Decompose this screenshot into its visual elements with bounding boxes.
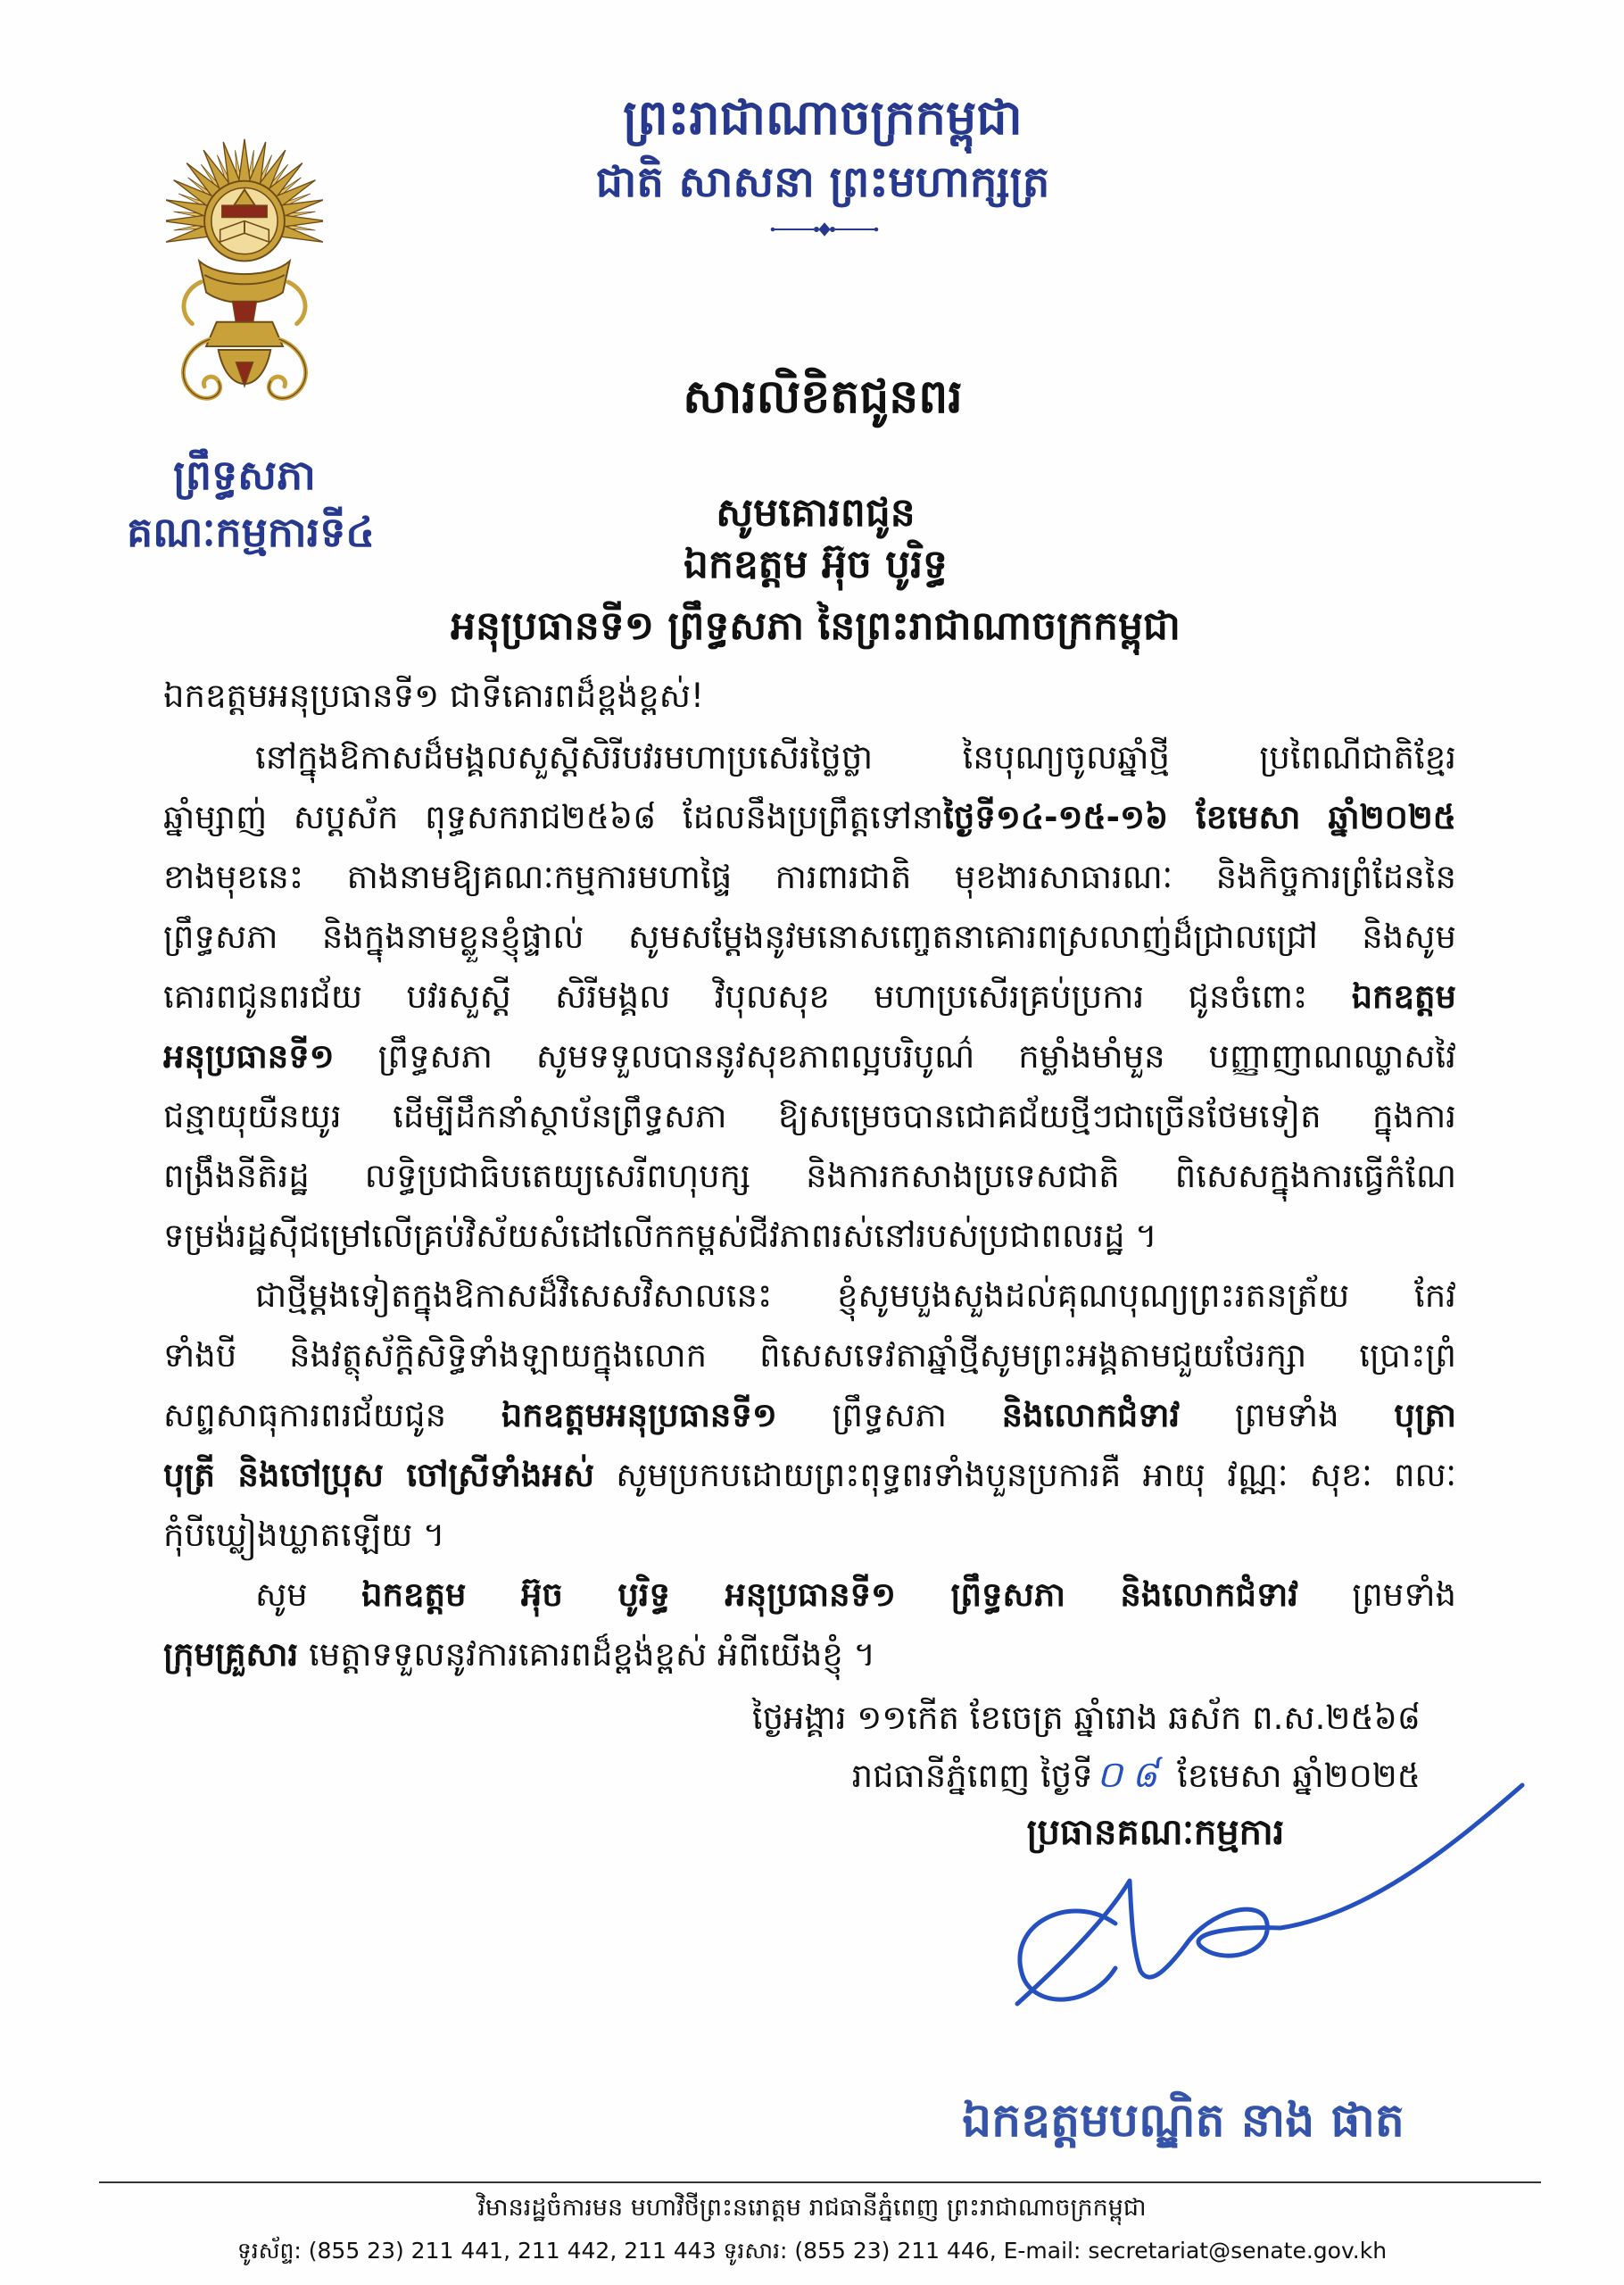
body-text: ជាថ្មីម្តងទៀតក្នុងឱកាសដ៏វិសេសវិសាលនេះ ខ្ញុំសូមបួងសួងដល់គុណបុណ្យព្រះរតនត្រ័យ កែវ (255, 1276, 1456, 1315)
body-text: មេត្តាទទួលនូវការគោរពដ៏ខ្ពង់ខ្ពស់ អំពីយើងខ្ញុំ ។ (298, 1635, 876, 1674)
body-text: កុំបីឃ្លៀងឃ្លាតឡើយ ។ (163, 1516, 445, 1554)
body-text: ជន្មាយុយឺនយូរ ដើម្បីដឹកនាំស្ថាប័នព្រឹទ្ធសភា ឱ្យសម្រេចបានជោគជ័យថ្មីៗជាច្រើនថែមទៀត ក្នុងការ (163, 1097, 1456, 1135)
footer-address: វិមានរដ្ឋចំការមន មហាវិថីព្រះនរោត្តម រាជធានីភ្នំពេញ ព្រះរាជាណាចក្រកម្ពុជា (477, 2194, 1147, 2222)
addressee-greeting: សូមគោរពជូន (716, 490, 916, 536)
ornament-divider-icon (769, 219, 880, 240)
institution-name: ព្រឹទ្ធសភា (173, 451, 316, 499)
body-line (163, 1266, 1456, 1325)
addressee-name: ឯកឧត្តម អ៊ុច បូរិទ្ធ (684, 542, 948, 587)
body-text: សព្ទសាធុការពរជ័យជូន (163, 1396, 501, 1434)
signatory-name: ឯកឧត្តមបណ្ឌិត នាង ផាត (962, 2094, 1404, 2148)
body-text: ទម្រង់រដ្ឋស៊ីជម្រៅលើគ្រប់វិស័យសំដៅលើកកម្ពស់ជីវភាពរស់នៅរបស់ប្រជាពលរដ្ឋ ។ (163, 1217, 1157, 1255)
lunar-date: ថ្ងៃអង្គារ ១១កើត ខែចេត្រ ឆ្នាំរោង ឆស័ក ព.ស.២៥៦៨ (751, 1699, 1421, 1737)
body-line (163, 1445, 1456, 1505)
body-text: ព្រឹទ្ធសភា (776, 1396, 1002, 1434)
body-text: ពង្រឹងនីតិរដ្ឋ លទ្ធិប្រជាធិបតេយ្យសេរីពហុបក្ស និងការកសាងប្រទេសជាតិ ពិសេសក្នុងការធ្វើកំណែ (163, 1157, 1456, 1195)
body-line (163, 1505, 1456, 1565)
body-paragraph (163, 1266, 1456, 1565)
emphasized-text: ក្រុមគ្រួសារ (163, 1635, 299, 1674)
commission-name: គណៈកម្មការទី៤ (127, 508, 375, 556)
handwritten-day: ០៨ (1096, 1753, 1167, 1796)
body-text: ព្រឹទ្ធសភា និងក្នុងនាមខ្លួនខ្ញុំផ្ទាល់ សូមសម្តែងនូវមនោសញ្ចេតនាគោរពស្រលាញ់ដ៏ជ្រាលជ្រៅ និងសូម (163, 918, 1456, 956)
body-line (163, 967, 1456, 1026)
body-line (163, 1026, 1456, 1086)
national-motto: ជាតិ សាសនា ព្រះមហាក្សត្រ (595, 157, 1050, 207)
body-line (163, 1565, 1456, 1624)
letter-body (163, 727, 1456, 1684)
emphasized-text: និងលោកជំទាវ (1001, 1396, 1181, 1434)
signatory-title: ប្រធានគណៈកម្មការ (1026, 1812, 1285, 1853)
body-text: សូម (255, 1575, 362, 1614)
body-text: ខាងមុខនេះ តាងនាមឱ្យគណៈកម្មការមហាផ្ទៃ ការពារជាតិ មុខងារសាធារណៈ និងកិច្ចការព្រំដែននៃ (163, 858, 1456, 896)
body-line (163, 907, 1456, 967)
emphasized-text: បុត្រី និងចៅប្រុស ចៅស្រីទាំងអស់ (163, 1456, 595, 1494)
body-paragraph (163, 1565, 1456, 1684)
body-line (163, 1385, 1456, 1445)
body-text: សូមប្រកបដោយព្រះពុទ្ធពរទាំងបួនប្រការគឺ អាយុ វណ្ណៈ សុខៈ ពលៈ (594, 1456, 1456, 1494)
body-line (163, 1624, 1456, 1684)
body-text: ទាំងបី និងវត្ថុស័ក្តិសិទ្ធិទាំងឡាយក្នុងលោក ពិសេសទេវតាឆ្នាំថ្មីសូមព្រះអង្គតាមជួយថែរក្សា ប្រោះព្រំ (163, 1336, 1456, 1375)
emphasized-text: ឯកឧត្តម អ៊ុច បូរិទ្ធ អនុប្រធានទី១ ព្រឹទ្ធសភា និងលោកជំទាវ (361, 1575, 1298, 1614)
emphasized-text: ឯកឧត្តម (1351, 977, 1456, 1016)
body-line (163, 1206, 1456, 1266)
place-date-prefix: រាជធានីភ្នំពេញ ថ្ងៃទី (851, 1757, 1093, 1795)
body-line (163, 1325, 1456, 1385)
footer-contact: ទូរស័ព្ទ: (855 23) 211 441, 211 442, 211 443 ទូរសារ: (855 23) 211 446, E-mail: secretariat@senate.gov.kh (236, 2238, 1388, 2264)
emphasized-text: ថ្ងៃទី១៤-១៥-១៦ ខែមេសា ឆ្នាំ២០២៥ (943, 798, 1456, 836)
body-text: គោរពជូនពរជ័យ បវរសួស្តី សិរីមង្គល វិបុលសុខ មហាប្រសើរគ្រប់ប្រការ ជូនចំពោះ (163, 977, 1352, 1016)
body-text: ព្រមទាំង (1180, 1396, 1395, 1434)
salutation: ឯកឧត្តមអនុប្រធានទី១ ជាទីគោរពដ៏ខ្ពង់ខ្ពស់! (163, 677, 704, 715)
body-line (163, 847, 1456, 907)
body-line (163, 1146, 1456, 1206)
footer-divider (99, 2181, 1541, 2183)
emphasized-text: បុត្រា (1394, 1396, 1456, 1434)
body-text: នៅក្នុងឱកាសដ៏មង្គលសួស្តីសិរីបវរមហាប្រសើរថ្លៃថ្លា នៃបុណ្យចូលឆ្នាំថ្មី ប្រពៃណីជាតិខ្មែរ (255, 738, 1456, 777)
place-date-suffix: ខែមេសា ឆ្នាំ២០២៥ (1166, 1757, 1421, 1795)
emphasized-text: អនុប្រធានទី១ (163, 1037, 335, 1076)
body-line (163, 787, 1456, 847)
body-paragraph (163, 727, 1456, 1266)
body-text: ឆ្នាំម្សាញ់ សប្តស័ក ពុទ្ធសករាជ២៥៦៨ ដែលនឹងប្រព្រឹត្តទៅនា (163, 798, 944, 836)
addressee-position: អនុប្រធានទី១ ព្រឹទ្ធសភា នៃព្រះរាជាណាចក្រកម្ពុជា (451, 603, 1181, 649)
letter-title: សារលិខិតជូនពរ (683, 370, 963, 424)
kingdom-name: ព្រះរាជាណាចក្រកម្ពុជា (623, 89, 1023, 145)
body-line (163, 1086, 1456, 1146)
body-text: ព្រមទាំង (1297, 1575, 1456, 1614)
emphasized-text: ឯកឧត្តមអនុប្រធានទី១ (501, 1396, 777, 1434)
body-text: ព្រឹទ្ធសភា សូមទទួលបាននូវសុខភាពល្អបរិបូណ៌ កម្លាំងមាំមួន បញ្ញាញាណឈ្លាសវៃ (334, 1037, 1456, 1076)
handwritten-signature (982, 1767, 1553, 2035)
senate-emblem-icon (166, 134, 323, 421)
body-line (163, 727, 1456, 787)
